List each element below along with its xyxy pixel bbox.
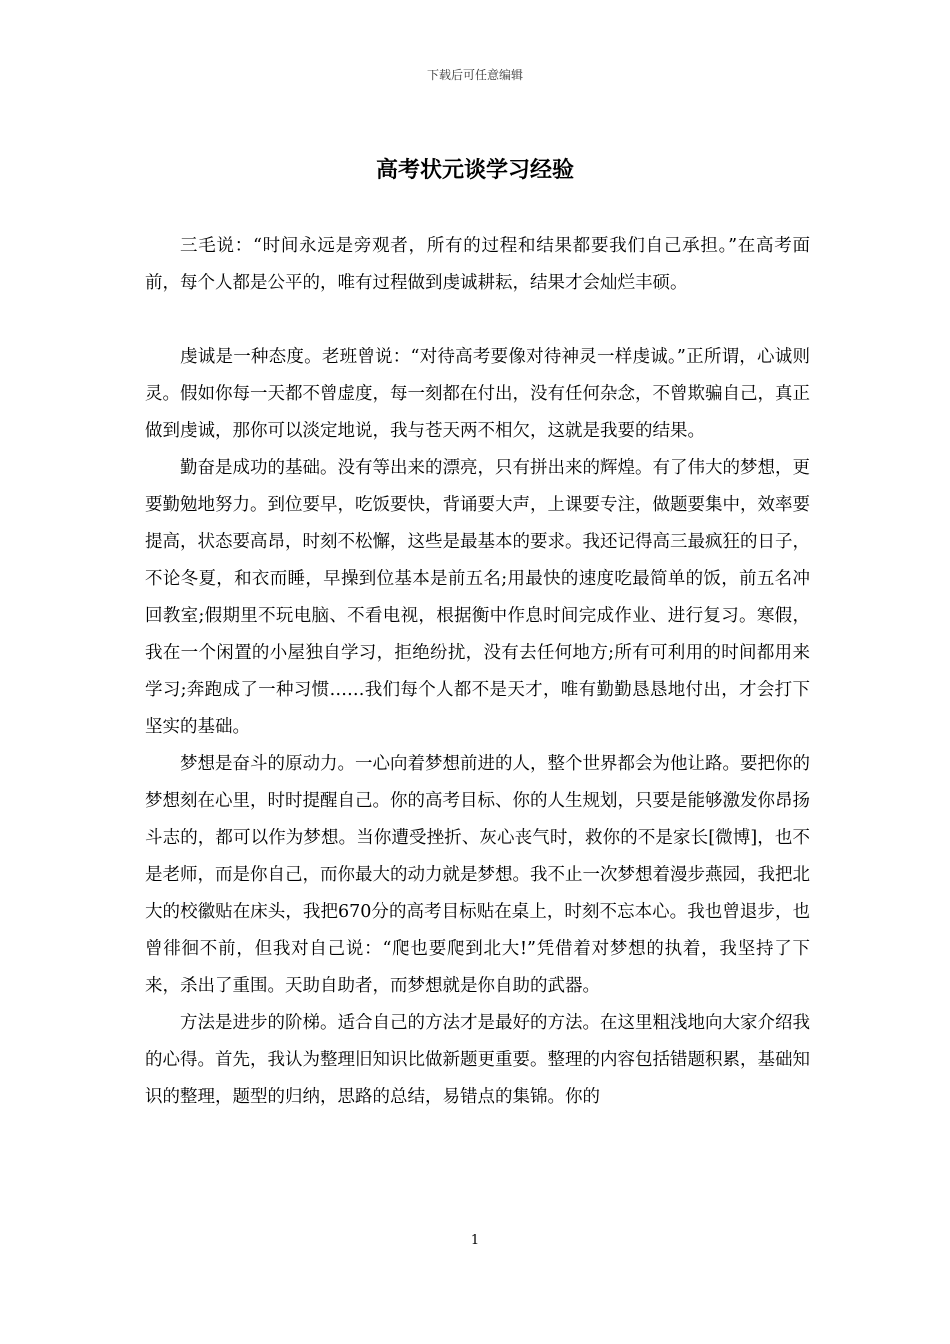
paragraph-diligence: 勤奋是成功的基础。没有等出来的漂亮，只有拼出来的辉煌。有了伟大的梦想，更要勤勉地努力。到位要早，吃饭要快，背诵要大声，上课要专注，做题要集中，效率要提高，状态要高昂，时刻不松懈，这些是最基本的要求。我还记得高三最疯狂的日子，不论冬夏，和衣而睡，早操到位基本是前五名;用最快的速度吃最简单的饭，前五名冲回教室;假期里不玩电脑、不看电视，根据衡中作息时间完成作业、进行复习。寒假，我在一个闲置的小屋独自学习，拒绝纷扰，没有去任何地方;所有可利用的时间都用来学习;奔跑成了一种习惯……我们每个人都不是天才，唯有勤勤恳恳地付出，才会打下坚实的基础。 [145,458,810,737]
page-number: 1 [470,1233,480,1248]
paragraph-devotion: 虔诚是一种态度。老班曾说：“对待高考要像对待神灵一样虔诚。”正所谓，心诚则灵。假如你每一天都不曾虚度，每一刻都在付出，没有任何杂念，不曾欺骗自己，真正做到虔诚，那你可以淡定地说，我与苍天两不相欠，这就是我要的结果。 [145,347,810,441]
paragraph-intro: 三毛说：“时间永远是旁观者，所有的过程和结果都要我们自己承担。”在高考面前，每个人都是公平的，唯有过程做到虔诚耕耘，结果才会灿烂丰硕。 [145,236,810,293]
page-title: 高考状元谈学习经验 [375,157,574,183]
document-body [145,228,810,1116]
paragraph-dream: 梦想是奋斗的原动力。一心向着梦想前进的人，整个世界都会为他让路。要把你的梦想刻在心里，时时提醒自己。你的高考目标、你的人生规划，只要是能够激发你昂扬斗志的，都可以作为梦想。当你遭受挫折、灰心丧气时，救你的不是家长[微博]，也不是老师，而是你自己，而你最大的动力就是梦想。我不止一次梦想着漫步燕园，我把北大的校徽贴在床头，我把670分的高考目标贴在桌上，时刻不忘本心。我也曾退步，也曾徘徊不前，但我对自己说：“爬也要爬到北大!”凭借着对梦想的执着，我坚持了下来，杀出了重围。天助自助者，而梦想就是你自助的武器。 [145,754,810,996]
paragraph-method: 方法是进步的阶梯。适合自己的方法才是最好的方法。在这里粗浅地向大家介绍我的心得。首先，我认为整理旧知识比做新题更重要。整理的内容包括错题积累，基础知识的整理，题型的归纳，思路的总结，易错点的集锦。你的 [145,1013,810,1107]
header-note: 下载后可任意编辑 [426,68,523,82]
